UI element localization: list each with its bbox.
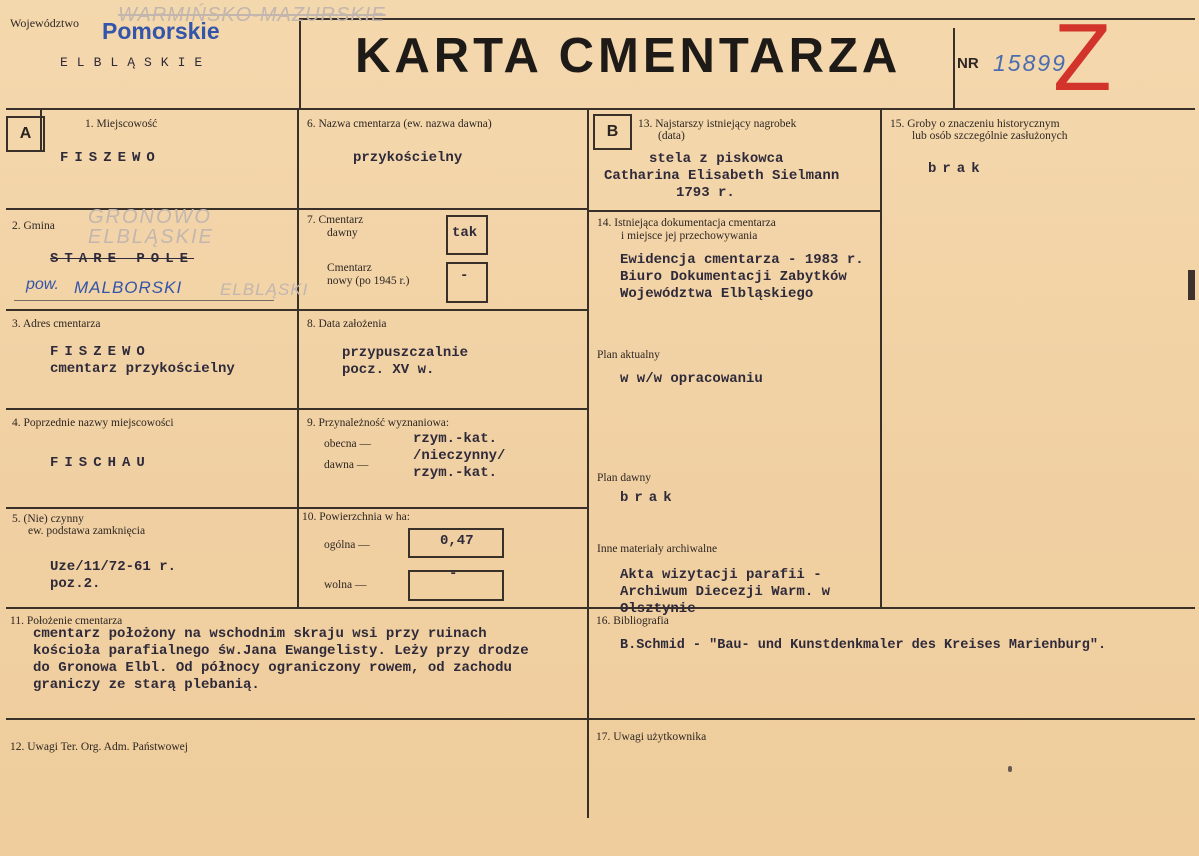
row-line-3 <box>6 408 588 410</box>
field-7-dawny-value: tak <box>452 225 478 241</box>
section-a-box-right <box>40 108 42 150</box>
field-10-wolna-value: - <box>449 566 458 582</box>
row-line-13 <box>588 210 881 212</box>
field-14-label-1: 14. Istniejąca dokumentacja cmentarza <box>597 217 776 229</box>
field-9-dawna-line-2: rzym.-kat. <box>413 465 498 481</box>
field-2-pow-crossed: ELBLĄSKI <box>220 280 309 299</box>
header-divider-left <box>299 18 301 108</box>
field-5-label-2: ew. podstawa zamknięcia <box>28 525 146 537</box>
field-3-line-1: FISZEWO <box>50 344 151 360</box>
field-7-nowy-label-1: Cmentarz <box>327 262 372 274</box>
field-15-label-2: lub osób szczególnie zasłużonych <box>912 130 1068 142</box>
field-9-dawna-label: dawna — <box>324 459 369 471</box>
field-7-label-1: 7. Cmentarz <box>307 214 364 226</box>
field-17-label: 17. Uwagi użytkownika <box>596 731 707 743</box>
field-11-line-3: do Gronowa Elbl. Od północy ograniczony rowem, od zachodu <box>33 660 512 676</box>
field-5-line-1: Uze/11/72-61 r. <box>50 559 177 575</box>
inne-materialy-line-1: Akta wizytacji parafii - <box>620 567 822 583</box>
plan-dawny-value: brak <box>620 490 678 506</box>
field-11-label: 11. Położenie cmentarza <box>10 615 123 627</box>
header-bottom-line <box>6 108 1195 110</box>
field-1-label: 1. Miejscowość <box>85 118 158 130</box>
wojewodztwo-current-value: Pomorskie <box>102 18 220 44</box>
field-5-line-2: poz.2. <box>50 576 101 592</box>
row-line-2 <box>6 309 588 311</box>
field-8-line-2: pocz. XV w. <box>342 362 435 378</box>
field-7-nowy-value: - <box>460 268 469 284</box>
field-11-line-2: kościoła parafialnego św.Jana Ewangelisty. Leży przy drodze <box>33 643 529 659</box>
row-line-11 <box>6 718 1195 720</box>
field-14-line-1: Ewidencja cmentarza - 1983 r. <box>620 252 864 268</box>
paper-speck <box>1008 766 1012 772</box>
z-stamp-mark: Z <box>1053 4 1112 111</box>
field-13-line-3: 1793 r. <box>676 185 735 201</box>
row-line-5 <box>6 607 1195 609</box>
field-9-obecna-label: obecna — <box>324 438 371 450</box>
field-14-label-2: i miejsce jej przechowywania <box>621 230 758 242</box>
col-divider-c <box>880 108 882 608</box>
nr-label: NR <box>957 55 979 72</box>
inne-materialy-label: Inne materiały archiwalne <box>597 543 718 555</box>
field-13-line-1: stela z piskowca <box>649 151 784 167</box>
field-16-label: 16. Bibliografia <box>596 615 669 627</box>
field-3-label: 3. Adres cmentarza <box>12 318 101 330</box>
field-5-label-1: 5. (Nie) czynny <box>12 513 84 525</box>
field-2-label: 2. Gmina <box>12 220 55 232</box>
field-2-underline <box>14 300 274 301</box>
field-2-pow-prefix: pow. <box>26 276 59 293</box>
field-8-line-1: przypuszczalnie <box>342 345 469 361</box>
edge-punch-mark <box>1188 270 1195 300</box>
field-14-line-2: Biuro Dokumentacji Zabytków <box>620 269 847 285</box>
inne-materialy-line-2: Archiwum Diecezji Warm. w <box>620 584 831 600</box>
field-2-value: STARE POLE <box>50 251 195 267</box>
field-9-obecna-value: rzym.-kat. <box>413 431 498 447</box>
field-7-label-2: dawny <box>327 227 358 239</box>
col-divider-a <box>297 108 299 608</box>
field-11-line-4: graniczy ze starą plebanią. <box>33 677 260 693</box>
field-9-dawna-line-1: /nieczynny/ <box>413 448 506 464</box>
plan-dawny-label: Plan dawny <box>597 472 651 484</box>
page-title: KARTA CMENTARZA <box>355 29 902 83</box>
section-a-box: A <box>6 116 45 152</box>
header-divider-nr <box>953 28 955 108</box>
plan-aktualny-value: w w/w opracowaniu <box>620 371 763 387</box>
field-2-crossed-gmina: GRONOWO ELBLĄSKIE <box>88 206 214 248</box>
section-b-box: B <box>593 114 632 150</box>
field-15-label-1: 15. Groby o znaczeniu historycznym <box>890 118 1060 130</box>
field-3-line-2: cmentarz przykościelny <box>50 361 235 377</box>
field-13-line-2: Catharina Elisabeth Sielmann <box>604 168 840 184</box>
col-divider-b <box>587 108 589 818</box>
field-15-value: brak <box>928 161 986 177</box>
field-12-label: 12. Uwagi Ter. Org. Adm. Państwowej <box>10 741 188 753</box>
field-13-label-2: (data) <box>658 130 685 142</box>
plan-aktualny-label: Plan aktualny <box>597 349 660 361</box>
field-4-label: 4. Poprzednie nazwy miejscowości <box>12 417 174 429</box>
field-4-value: FISCHAU <box>50 455 151 471</box>
field-1-value: FISZEWO <box>60 150 161 166</box>
field-8-label: 8. Data założenia <box>307 318 387 330</box>
field-10-ogolna-label: ogólna — <box>324 539 370 551</box>
wojewodztwo-label: Województwo <box>10 16 80 30</box>
field-7-nowy-label-2: nowy (po 1945 r.) <box>327 275 410 287</box>
field-6-label: 6. Nazwa cmentarza (ew. nazwa dawna) <box>307 118 492 130</box>
field-16-value: B.Schmid - "Bau- und Kunstdenkmaler des Kreises Marienburg". <box>620 638 1107 653</box>
field-10-label: 10. Powierzchnia w ha: <box>302 511 410 523</box>
inne-materialy-line-3: Olsztynie <box>620 601 696 617</box>
row-line-4 <box>6 507 588 509</box>
field-9-label: 9. Przynależność wyznaniowa: <box>307 417 450 429</box>
field-13-label-1: 13. Najstarszy istniejący nagrobek <box>638 118 797 130</box>
nr-value: 15899 <box>993 50 1067 76</box>
wojewodztwo-crossed-value: WARMIŃSKO-MAZURSKIE <box>118 4 386 26</box>
field-10-ogolna-value: 0,47 <box>440 533 474 549</box>
field-14-line-3: Województwa Elbląskiego <box>620 286 814 302</box>
field-11-line-1: cmentarz położony na wschodnim skraju wsi przy ruinach <box>33 626 487 642</box>
field-6-value: przykościelny <box>353 150 463 166</box>
field-10-wolna-label: wolna — <box>324 579 367 591</box>
field-2-pow-value: MALBORSKI <box>74 278 183 297</box>
wojewodztwo-typed-value: ELBLĄSKIE <box>60 55 212 70</box>
